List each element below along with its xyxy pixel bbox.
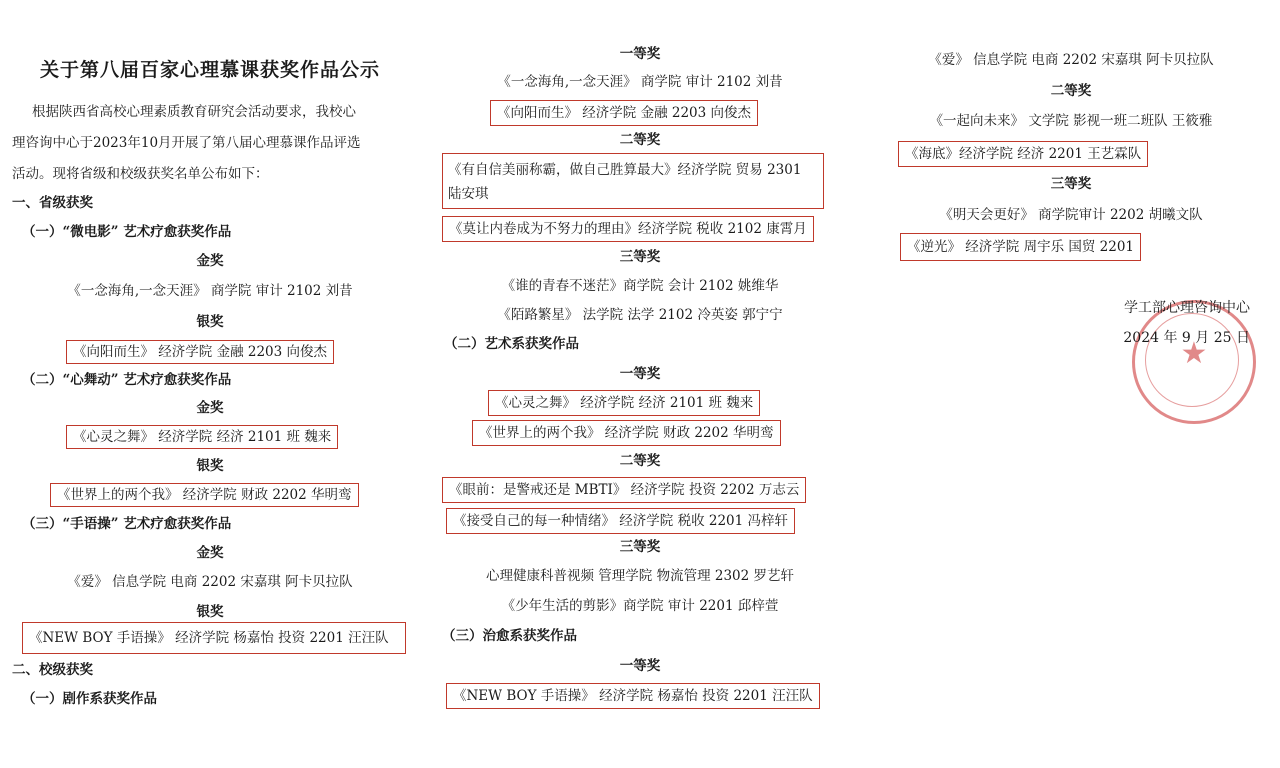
highlighted-entry: 《眼前：是警戒还是 MBTI》 经济学院 投资 2202 万志云 xyxy=(442,477,806,503)
award-entry: 心理健康科普视频 管理学院 物流管理 2302 罗艺轩 xyxy=(485,568,795,584)
column-left xyxy=(0,0,420,768)
award-entry: 《一念海角,一念天涯》 商学院 审计 2102 刘昔 xyxy=(497,74,783,90)
third-prize-label: 三等奖 xyxy=(619,249,661,265)
highlighted-entry: 《NEW BOY 手语操》 经济学院 杨嘉怡 投资 2201 汪汪队 xyxy=(22,622,406,654)
silver-award-label: 银奖 xyxy=(196,314,224,330)
highlighted-entry: 《向阳而生》 经济学院 金融 2203 向俊杰 xyxy=(66,340,334,364)
award-entry: 《一起向未来》 文学院 影视一班二班队 王筱雅 xyxy=(929,113,1213,129)
third-prize-label: 三等奖 xyxy=(619,539,661,555)
column-right xyxy=(862,0,1280,768)
section-provincial: 一、省级获奖 xyxy=(12,195,93,211)
silver-award-label: 银奖 xyxy=(196,458,224,474)
official-seal-stamp xyxy=(1132,300,1256,424)
award-entry: 《少年生活的剪影》商学院 审计 2201 邱梓萱 xyxy=(501,598,779,614)
column-middle xyxy=(430,0,850,768)
second-prize-label: 二等奖 xyxy=(619,453,661,469)
document-title: 关于第八届百家心理慕课获奖作品公示 xyxy=(39,59,380,81)
award-entry: 《谁的青春不迷茫》商学院 会计 2102 姚维华 xyxy=(501,278,779,294)
award-entry: 《陌路繁星》 法学院 法学 2102 冷英姿 郭宁宁 xyxy=(497,307,783,323)
highlighted-entry: 《心灵之舞》 经济学院 经济 2101 班 魏来 xyxy=(488,390,760,416)
first-prize-label: 一等奖 xyxy=(619,658,661,674)
gold-award-label: 金奖 xyxy=(196,545,224,561)
second-prize-label: 二等奖 xyxy=(1050,83,1092,99)
sub-drama: （一）剧作系获奖作品 xyxy=(22,691,157,707)
section-school: 二、校级获奖 xyxy=(12,662,93,678)
sub-art: （二）艺术系获奖作品 xyxy=(444,336,579,352)
second-prize-label: 二等奖 xyxy=(619,132,661,148)
first-prize-label: 一等奖 xyxy=(619,366,661,382)
first-prize-label: 一等奖 xyxy=(619,46,661,62)
signature-date: 2024 年 9 月 25 日 xyxy=(1123,330,1250,346)
highlighted-entry: 《接受自己的每一种情绪》 经济学院 税收 2201 冯梓轩 xyxy=(446,508,795,534)
seal-star-icon: ★ xyxy=(1180,336,1208,371)
gold-award-label: 金奖 xyxy=(196,253,224,269)
highlighted-entry: 《世界上的两个我》 经济学院 财政 2202 华明鸾 xyxy=(50,483,359,507)
sub-sign-language: （三）“手语操” 艺术疗愈获奖作品 xyxy=(22,516,232,532)
award-entry-continued: 陆安琪 xyxy=(448,186,489,202)
silver-award-label: 银奖 xyxy=(196,604,224,620)
signature-organization: 学工部心理咨询中心 xyxy=(1124,300,1250,316)
highlighted-entry: 《逆光》 经济学院 周宇乐 国贸 2201 xyxy=(900,233,1141,261)
award-entry: 《明天会更好》 商学院审计 2202 胡曦文队 xyxy=(939,207,1203,223)
intro-line-2: 理咨询中心于2023年10月开展了第八届心理慕课作品评选 xyxy=(12,135,361,151)
gold-award-label: 金奖 xyxy=(196,400,224,416)
award-entry: 《爱》 信息学院 电商 2202 宋嘉琪 阿卡贝拉队 xyxy=(67,574,353,590)
sub-heart-dance: （二）“心舞动” 艺术疗愈获奖作品 xyxy=(22,372,232,388)
sub-micro-film: （一）“微电影” 艺术疗愈获奖作品 xyxy=(22,224,232,240)
award-entry: 《一念海角,一念天涯》 商学院 审计 2102 刘昔 xyxy=(67,283,353,299)
third-prize-label: 三等奖 xyxy=(1050,176,1092,192)
intro-line-3: 活动。现将省级和校级获奖名单公布如下： xyxy=(12,166,269,182)
award-entry: 《有自信美丽称霸，做自己胜算最大》经济学院 贸易 2301 xyxy=(448,162,802,178)
highlighted-entry: 《向阳而生》 经济学院 金融 2203 向俊杰 xyxy=(490,100,758,126)
highlighted-entry: 《世界上的两个我》 经济学院 财政 2202 华明鸾 xyxy=(472,420,781,446)
award-entry: 《爱》 信息学院 电商 2202 宋嘉琪 阿卡贝拉队 xyxy=(928,52,1214,68)
intro-line-1: 根据陕西省高校心理素质教育研究会活动要求，我校心 xyxy=(32,104,356,120)
highlighted-entry: 《心灵之舞》 经济学院 经济 2101 班 魏来 xyxy=(66,425,338,449)
highlighted-entry: 《海底》经济学院 经济 2201 王艺霖队 xyxy=(898,141,1148,167)
highlighted-entry: 《NEW BOY 手语操》 经济学院 杨嘉怡 投资 2201 汪汪队 xyxy=(446,683,820,709)
highlighted-entry: 《莫让内卷成为不努力的理由》经济学院 税收 2102 康霄月 xyxy=(442,216,814,242)
sub-healing: （三）治愈系获奖作品 xyxy=(442,628,577,644)
